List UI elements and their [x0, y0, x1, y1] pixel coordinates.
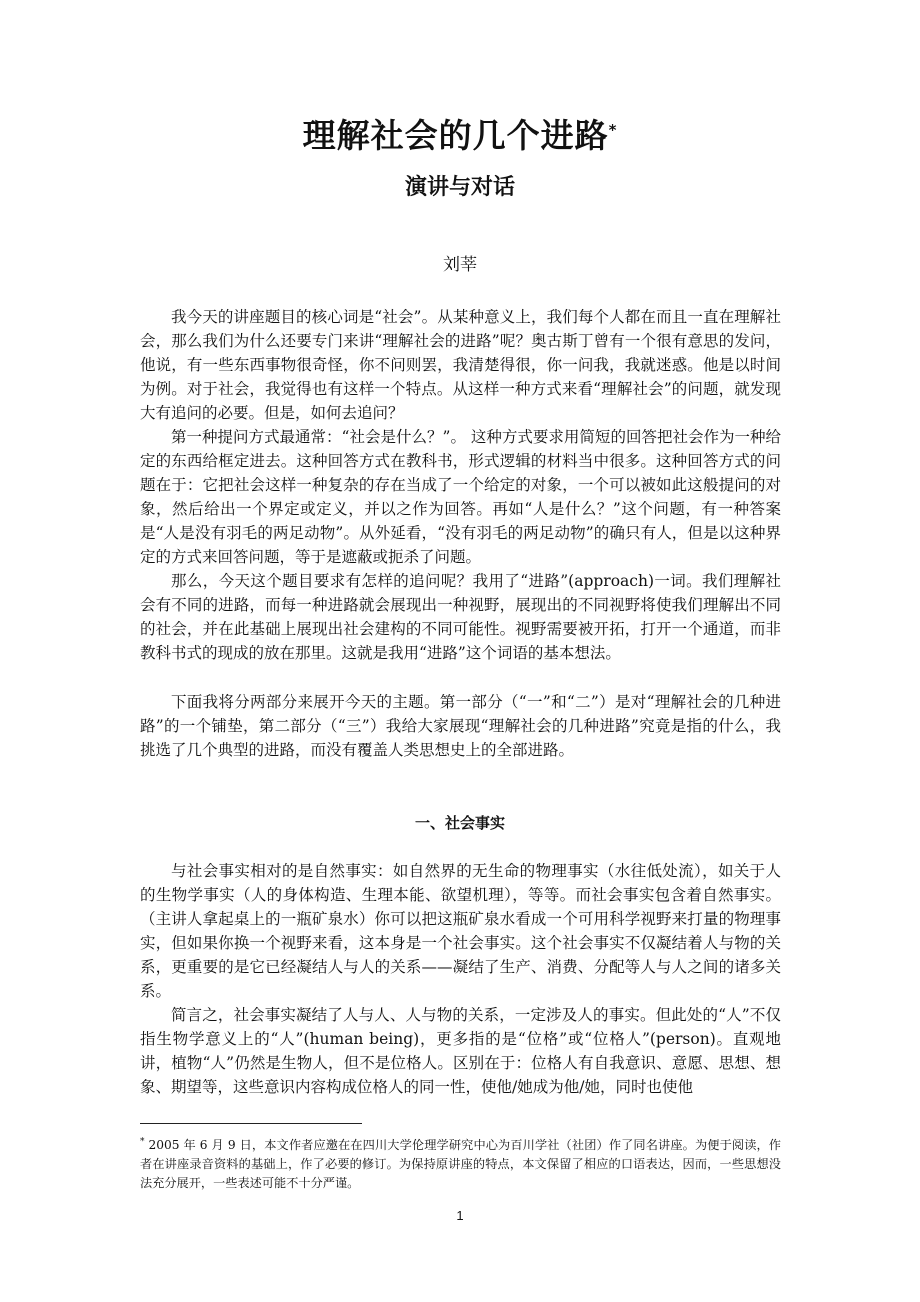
section-heading-1: 一、社会事实	[414, 814, 505, 832]
footnote-mark: *	[140, 1137, 145, 1147]
section-1-paragraph-1: 与社会事实相对的是自然事实：如自然界的无生命的物理事实（水往低处流），如关于人的生物学事实（人的身体构造、生理本能、欲望机理），等等。而社会事实包含着自然事实。（主讲人拿起桌上的一瓶矿泉水）你可以把这瓶矿泉水看成一个可用科学视野来打量的物理事实，但如果你换一个视野来看，这本身是一个社会事实。这个社会事实不仅凝结着人与物的关系，更重要的是它已经凝结人与人的关系——凝结了生产、消费、分配等人与人之间的诸多关系。	[140, 862, 781, 1000]
document-title	[0, 110, 920, 157]
section-1-body	[140, 859, 781, 1099]
intro-paragraph-2: 第一种提问方式最通常：“社会是什么？”。 这种方式要求用简短的回答把社会作为一种给定的东西给框定进去。这种回答方式在教科书，形式逻辑的材料当中很多。这种回答方式的问题在于：它把社会这样一种复杂的存在当成了一个给定的对象，一个可以被如此这般提问的对象，然后给出一个界定或定义，并以之作为回答。再如“人是什么？”这个问题，有一种答案是“人是没有羽毛的两足动物”。从外延看，“没有羽毛的两足动物”的确只有人，但是以这种界定的方式来回答问题，等于是遮蔽或扼杀了问题。	[140, 428, 781, 566]
outline-section	[140, 690, 781, 762]
footnote-text: 2005 年 6 月 9 日，本文作者应邀在在四川大学伦理学研究中心为百川学社（社团）作了同名讲座。为便于阅读，作者在讲座录音资料的基础上，作了必要的修订。为保持原讲座的特点，本文保留了相应的口语表达，因而，一些思想没法充分展开，一些表述可能不十分严谨。	[140, 1138, 781, 1191]
title-footnote-mark: *	[608, 121, 618, 139]
intro-paragraph-3: 那么，今天这个题目要求有怎样的追问呢？我用了“进路”(approach)一词。我们理解社会有不同的进路，而每一种进路就会展现出一种视野，展现出的不同视野将使我们理解出不同的社会，并在此基础上展现出社会建构的不同可能性。视野需要被开拓，打开一个通道，而非教科书式的现成的放在那里。这就是我用“进路”这个词语的基本想法。	[140, 572, 781, 662]
section-1-paragraph-2: 简言之，社会事实凝结了人与人、人与物的关系，一定涉及人的事实。但此处的“人”不仅指生物学意义上的“人”(human being)，更多指的是“位格”或“位格人”(person)。直观地讲，植物“人”仍然是生物人，但不是位格人。区别在于：位格人有自我意识、意愿、思想、想象、期望等，这些意识内容构成位格人的同一性，使他/她成为他/她，同时也使他	[140, 1006, 781, 1096]
footnote	[140, 1133, 781, 1193]
page-number: 1	[456, 1208, 464, 1223]
document-subtitle: 演讲与对话	[404, 175, 515, 200]
outline-paragraph: 下面我将分两部分来展开今天的主题。第一部分（“一”和“二”）是对“理解社会的几种进路”的一个铺垫，第二部分（“三”）我给大家展现“理解社会的几种进路”究竟是指的什么，我挑选了几个典型的进路，而没有覆盖人类思想史上的全部进路。	[140, 693, 781, 759]
footnote-separator	[140, 1123, 362, 1124]
author-name: 刘莘	[443, 255, 477, 275]
intro-paragraph-1: 我今天的讲座题目的核心词是“社会”。从某种意义上，我们每个人都在而且一直在理解社会，那么我们为什么还要专门来讲“理解社会的进路”呢？奥古斯丁曾有一个很有意思的发问，他说，有一些东西事物很奇怪，你不问则罢，我清楚得很，你一问我，我就迷惑。他是以时间为例。对于社会，我觉得也有这样一个特点。从这样一种方式来看“理解社会”的问题，就发现大有追问的必要。但是，如何去追问？	[140, 308, 781, 422]
intro-section	[140, 305, 781, 665]
document-title-text: 理解社会的几个进路	[302, 116, 609, 155]
